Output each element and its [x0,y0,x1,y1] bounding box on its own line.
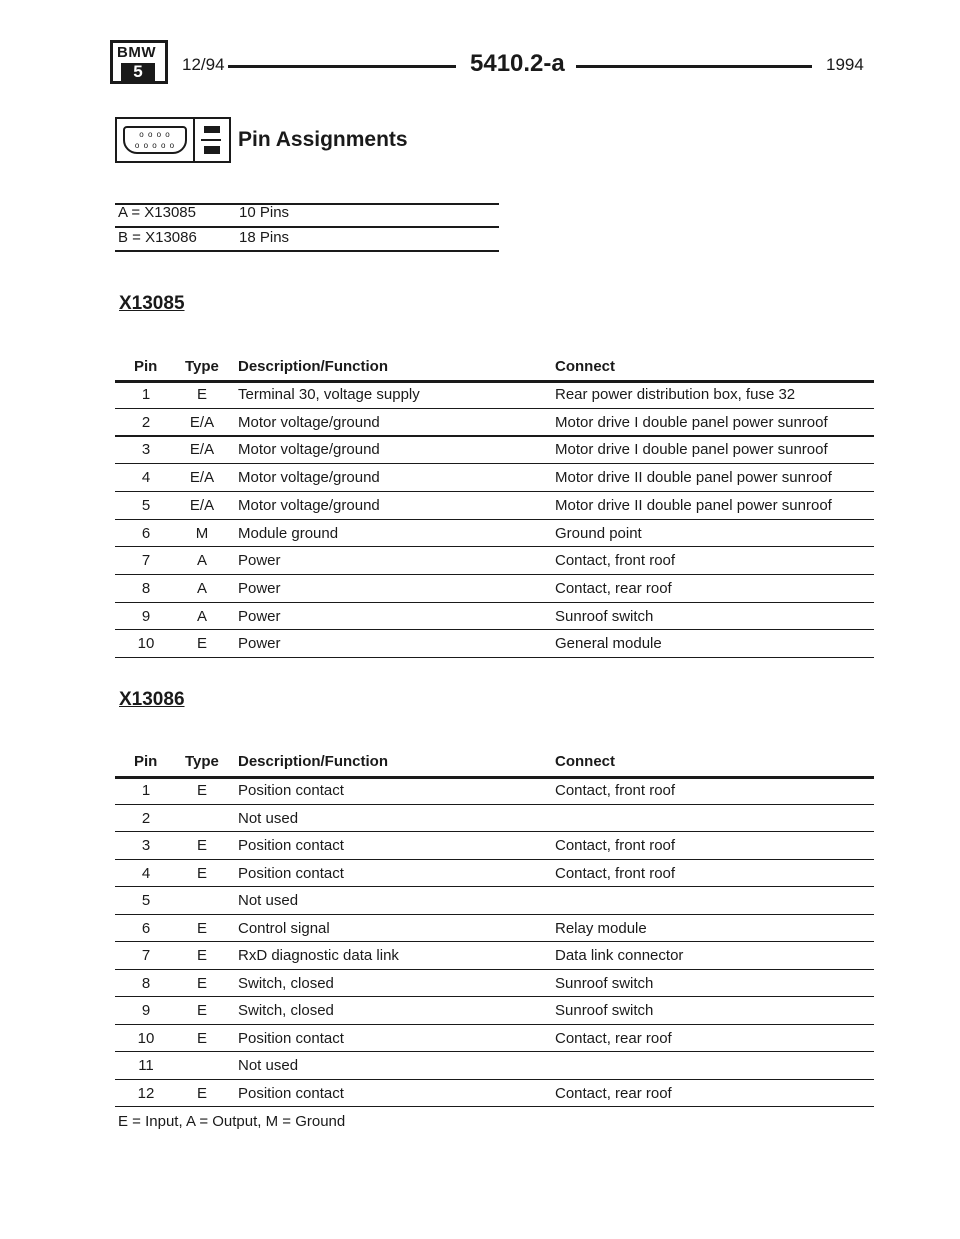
row-rule [115,804,874,805]
column-header-connect: Connect [555,753,615,770]
row-rule [115,996,874,997]
connector-pin-icon [115,117,231,163]
pin-connect: Contact, front roof [555,864,676,882]
pin-connect: Motor drive I double panel power sunroof [555,413,828,431]
pin-number: 3 [141,441,151,459]
pin-type: E [196,974,207,992]
legend-footnote: E = Input, A = Output, M = Ground [118,1113,346,1130]
pin-description: RxD diagnostic data link [238,947,399,964]
pin-description: Power [238,552,281,570]
pin-connect: Contact, rear roof [555,1029,672,1047]
header-date: 12/94 [182,55,225,74]
column-header-description: Description/Function [238,358,388,375]
pin-type: A [196,552,207,570]
summary-connector-b-label: B = X13086 [118,229,197,246]
row-rule [115,1079,874,1080]
row-rule [115,886,874,887]
pin-type: E/A [189,496,215,514]
pin-connect: Contact, rear roof [555,579,672,597]
row-rule [115,914,874,915]
summary-connector-a-pins: 10 Pins [239,204,290,221]
pin-type: E [196,837,207,854]
pin-description: Power [238,607,281,625]
row-rule [115,463,874,464]
column-header-pin: Pin [134,753,158,770]
row-rule [115,831,874,832]
pin-number: 5 [141,892,151,909]
row-rule [115,859,874,860]
pin-number: 6 [141,919,151,937]
column-header-description: Description/Function [238,753,388,770]
pin-connect: Data link connector [555,947,684,964]
pin-number: 12 [137,1084,155,1102]
table-header-rule [115,380,874,383]
column-header-type: Type [185,753,219,770]
table-header-rule [115,776,874,779]
pin-number: 9 [141,607,151,625]
row-rule [115,1024,874,1025]
pin-number: 7 [141,552,151,570]
pin-number: 11 [138,1057,154,1074]
pin-type: A [196,607,207,625]
pin-number: 6 [141,524,151,542]
bmw-5-series-logo [110,40,168,84]
pin-type: E [196,864,207,882]
pin-description: Motor voltage/ground [238,413,380,431]
column-header-pin: Pin [134,358,158,375]
pin-type: E [196,1002,207,1019]
pin-number: 10 [137,635,155,653]
summary-connector-a-label: A = X13085 [118,204,196,221]
pin-description: Position contact [238,837,344,854]
row-rule [115,657,874,658]
section-title: Pin Assignments [238,128,408,151]
pin-type: E/A [189,469,215,487]
plug-pins-glyph: o o o o o o o o o [134,130,176,150]
icon-separator [193,119,195,161]
pin-connect: Rear power distribution box, fuse 32 [555,386,796,403]
pin-description: Position contact [238,782,344,799]
pin-number: 7 [141,947,151,964]
pin-connect: Ground point [555,524,642,542]
summary-connector-b-pins: 18 Pins [239,229,290,246]
pin-description: Control signal [238,919,330,937]
column-header-type: Type [185,358,219,375]
logo-brand-text: BMW [117,44,156,61]
row-rule [115,1106,874,1107]
row-rule [115,574,874,575]
column-header-connect: Connect [555,358,615,375]
header-divider-left [228,65,456,68]
header-year: 1994 [826,55,864,74]
pin-connect: Sunroof switch [555,607,654,625]
row-rule [115,546,874,547]
logo-series-text: 5 [121,63,155,81]
pin-type: E [196,947,207,964]
row-rule [115,519,874,520]
pin-description: Module ground [238,524,339,542]
pin-connect: Sunroof switch [555,1002,654,1019]
pin-number: 4 [141,469,151,487]
pin-connect: Motor drive II double panel power sunroof [555,469,832,487]
pin-type: E [196,635,207,653]
pin-number: 2 [141,809,151,827]
pin-socket-icon-top [204,126,220,133]
pin-description: Switch, closed [238,1002,334,1019]
pin-connect: Contact, front roof [555,552,676,570]
pin-description: Not used [238,892,299,909]
pin-description: Motor voltage/ground [238,496,380,514]
pin-connect: Contact, front roof [555,837,676,854]
pin-number: 9 [141,1002,151,1019]
pin-description: Terminal 30, voltage supply [238,386,420,403]
pin-number: 8 [141,579,151,597]
document-number: 5410.2-a [470,50,565,77]
row-rule [115,941,874,942]
pin-number: 8 [141,974,151,992]
pin-description: Motor voltage/ground [238,441,380,459]
plug-face-icon [123,126,187,154]
connector-heading: X13085 [119,293,185,314]
pin-type: E [196,1084,207,1102]
pin-type: E [196,386,207,403]
pin-type: A [196,579,207,597]
row-rule [115,629,874,630]
pin-description: Position contact [238,864,344,882]
pin-number: 3 [141,837,151,854]
pin-socket-icon-bottom [204,146,220,154]
pin-type: E [196,919,207,937]
pin-type: E/A [189,413,215,431]
pin-type: E [196,1029,207,1047]
pin-description: Power [238,635,281,653]
header-divider-right [576,65,812,68]
summary-rule-bottom [115,250,499,252]
pin-type: E/A [189,441,215,459]
pin-number: 1 [141,386,151,403]
connector-heading: X13086 [119,689,185,710]
pin-connect: Motor drive II double panel power sunroof [555,496,832,514]
pin-connect: Contact, rear roof [555,1084,672,1102]
pin-connect: Motor drive I double panel power sunroof [555,441,828,459]
pin-description: Motor voltage/ground [238,469,380,487]
row-rule [115,408,874,409]
pin-description: Position contact [238,1029,344,1047]
pin-description: Position contact [238,1084,344,1102]
row-rule [115,969,874,970]
row-rule [115,491,874,492]
summary-rule-mid [115,226,499,228]
pin-type: M [195,524,209,542]
row-rule [115,602,874,603]
pin-description: Not used [238,809,299,827]
pin-connect: Relay module [555,919,647,937]
pin-connect: Sunroof switch [555,974,654,992]
row-rule [115,1051,874,1052]
pin-number: 10 [137,1029,155,1047]
pin-number: 4 [141,864,151,882]
pin-description: Not used [238,1057,299,1074]
pin-socket-icon-mid [201,139,221,141]
pin-connect: Contact, front roof [555,782,676,799]
pin-description: Power [238,579,281,597]
pin-description: Switch, closed [238,974,334,992]
pin-number: 1 [141,782,151,799]
pin-type: E [196,782,207,799]
pin-number: 2 [141,413,151,431]
row-rule [115,435,874,436]
pin-connect: General module [555,635,662,653]
pin-number: 5 [141,496,151,514]
